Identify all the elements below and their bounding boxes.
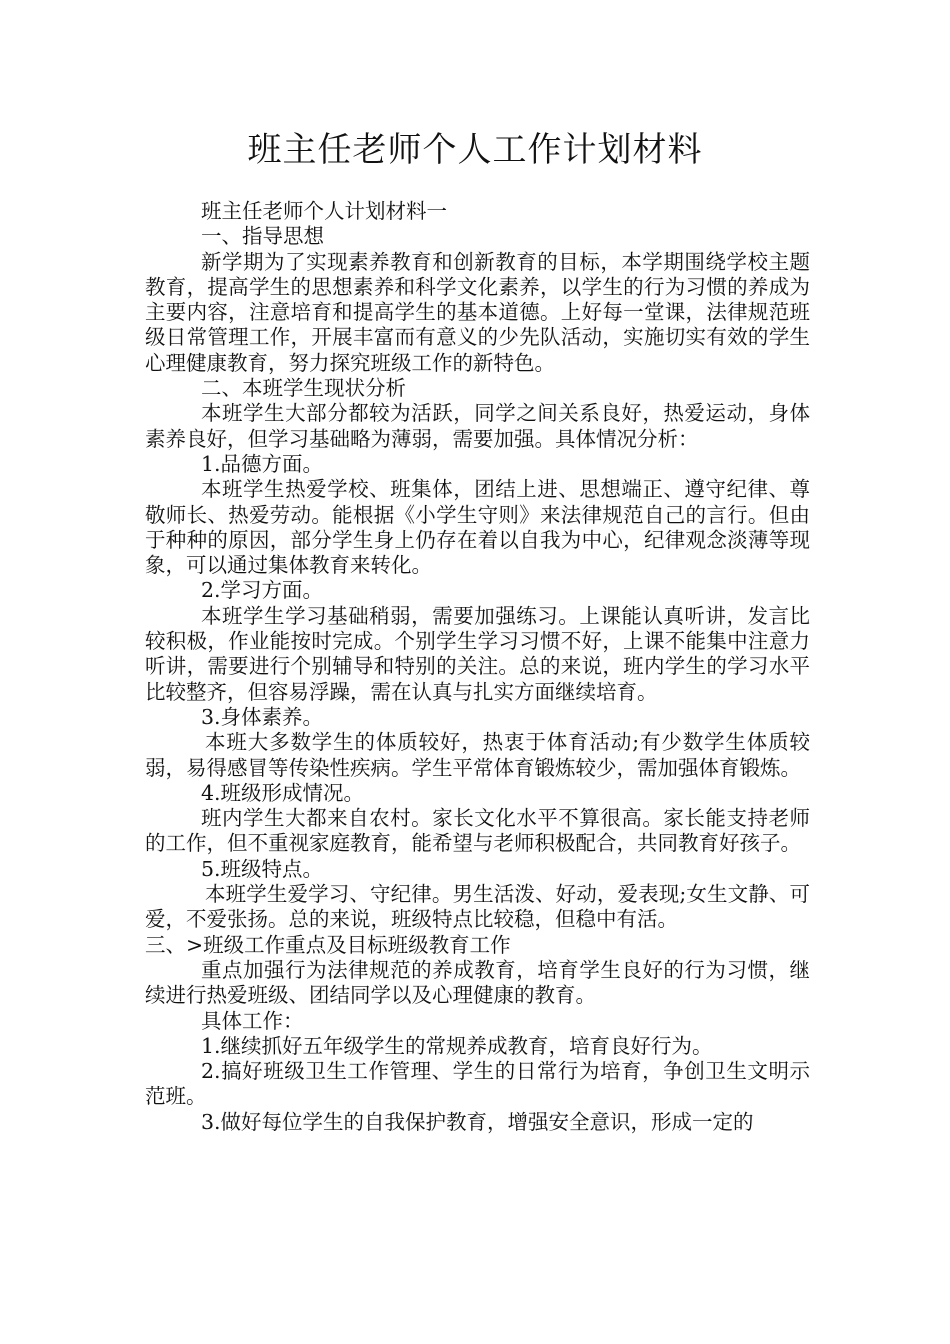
- list-item: 3.做好每位学生的自我保护教育，增强安全意识，形成一定的: [201, 1109, 754, 1134]
- paragraph: 本班大多数学生的体质较好，热衷于体育活动;有少数学生体质较弱，易得感冒等传染性疾病。学生平常体育锻炼较少，需加强体育锻炼。: [145, 730, 810, 780]
- section-heading: 一、指导思想: [201, 224, 324, 249]
- sub-heading: 具体工作：: [201, 1008, 304, 1033]
- paragraph: 班内学生大都来自农村。家长文化水平不算很高。家长能支持老师的工作，但不重视家庭教育，能希望与老师积极配合，共同教育好孩子。: [145, 806, 810, 856]
- section-heading: 二、本班学生现状分析: [201, 376, 406, 401]
- sub-heading: 3.身体素养。: [201, 704, 324, 729]
- sub-heading: 4.班级形成情况。: [201, 780, 365, 805]
- document-body: [145, 199, 810, 1135]
- list-item: 1.继续抓好五年级学生的常规养成教育，培育良好行为。: [201, 1033, 713, 1058]
- paragraph: 新学期为了实现素养教育和创新教育的目标，本学期围绕学校主题教育，提高学生的思想素养和科学文化素养，以学生的行为习惯的养成为主要内容，注意培育和提高学生的基本道德。上好每一堂课，法律规范班级日常管理工作，开展丰富而有意义的少先队活动，实施切实有效的学生心理健康教育，努力探究班级工作的新特色。: [145, 249, 810, 375]
- paragraph: 班主任老师个人计划材料一: [201, 199, 447, 223]
- paragraph: 重点加强行为法律规范的养成教育，培育学生良好的行为习惯，继续进行热爱班级、团结同学以及心理健康的教育。: [145, 957, 810, 1008]
- sub-heading: 1.品德方面。: [201, 451, 324, 476]
- section-heading: 三、>班级工作重点及目标班级教育工作: [145, 932, 511, 957]
- paragraph: 本班学生学习基础稍弱，需要加强练习。上课能认真听讲，发言比较积极，作业能按时完成。个别学生学习习惯不好，上课不能集中注意力听讲，需要进行个别辅导和特别的关注。总的来说，班内学生的学习水平比较整齐，但容易浮躁，需在认真与扎实方面继续培育。: [145, 603, 810, 704]
- sub-heading: 2.学习方面。: [201, 578, 324, 603]
- document-title: 班主任老师个人工作计划材料: [247, 130, 703, 170]
- paragraph: 本班学生爱学习、守纪律。男生活泼、好动，爱表现;女生文静、可爱，不爱张扬。总的来说，班级特点比较稳，但稳中有活。: [145, 882, 810, 932]
- list-item: 2.搞好班级卫生工作管理、学生的日常行为培育，争创卫生文明示范班。: [145, 1059, 810, 1109]
- paragraph: 本班学生热爱学校、班集体，团结上进、思想端正、遵守纪律、尊敬师长、热爱劳动。能根据《小学生守则》来法律规范自己的言行。但由于种种的原因，部分学生身上仍存在着以自我为中心，纪律观念淡薄等现象，可以通过集体教育来转化。: [145, 477, 810, 578]
- paragraph: 本班学生大部分都较为活跃，同学之间关系良好，热爱运动，身体素养良好，但学习基础略为薄弱，需要加强。具体情况分析：: [145, 401, 810, 451]
- sub-heading: 5.班级特点。: [201, 856, 324, 881]
